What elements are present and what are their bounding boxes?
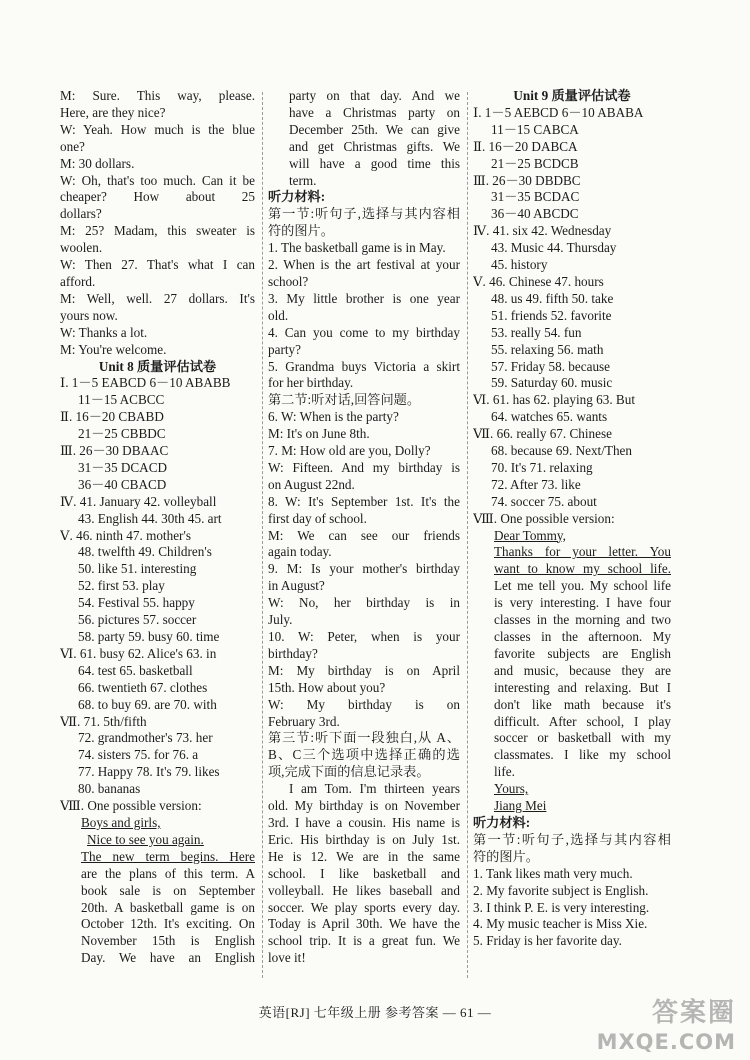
text-line: 4. My music teacher is Miss Xie. xyxy=(473,916,648,932)
text-line: 36－40 ABCDC xyxy=(491,206,579,222)
text-line: 5. Friday is her favorite day. xyxy=(473,933,622,949)
watermark-url: MXQE.COM xyxy=(596,1030,736,1054)
text-line: and music, because they are xyxy=(494,662,671,678)
text-line: woolen. xyxy=(60,240,103,256)
column-divider xyxy=(262,92,263,978)
text-line: 11－15 ACBCC xyxy=(78,392,165,408)
text-line: love it! xyxy=(268,950,306,966)
text-line: M: 25? Madam, this sweater is xyxy=(60,223,255,239)
text-line: Day. We have an English xyxy=(81,950,255,966)
text-line: 21－25 BCDCB xyxy=(491,155,579,171)
text-line: Ⅳ. 41. January 42. volleyball xyxy=(60,493,217,509)
text-line: and get Christmas gifts. We xyxy=(289,138,460,154)
text-line: M: 30 dollars. xyxy=(60,155,135,171)
text-line: M: Well, well. 27 dollars. It's xyxy=(60,290,255,306)
text-line: W: Thanks a lot. xyxy=(60,324,148,340)
text-line: 9. M: Is your mother's birthday xyxy=(268,561,460,577)
text-line: classes in the morning and two xyxy=(494,612,671,628)
text-line: November 15th is English xyxy=(81,933,255,949)
text-line: He is 12. We are in the same xyxy=(268,848,460,864)
text-line: Unit 8 质量评估试卷 xyxy=(98,358,217,374)
text-line: 36－40 CBACD xyxy=(78,476,167,492)
text-line: 项,完成下面的信息记录表。 xyxy=(268,764,430,780)
text-line: 51. friends 52. favorite xyxy=(491,307,612,323)
text-line: July. xyxy=(268,612,293,628)
text-line: classmates. I like my school xyxy=(494,747,671,763)
text-line: Ⅰ. 1－5 AEBCD 6－10 ABABA xyxy=(473,104,644,120)
text-line: 第一节:听句子,选择与其内容相 xyxy=(268,206,460,222)
text-line: Let me tell you. My school life xyxy=(494,578,671,594)
text-line: 第一节:听句子,选择与其内容相 xyxy=(473,831,671,847)
text-line: classes in the afternoon. My xyxy=(494,629,671,644)
text-line: school trip. It is a great fun. We xyxy=(268,933,460,949)
text-line: Ⅴ. 46. Chinese 47. hours xyxy=(473,273,604,289)
text-line: 符的图片。 xyxy=(268,223,334,239)
text-line: 74. soccer 75. about xyxy=(491,493,597,509)
text-line: first day of school. xyxy=(268,510,367,526)
text-line: 1. Tank likes math very much. xyxy=(473,865,633,881)
text-line: 31－35 DCACD xyxy=(78,459,168,475)
text-line: will have a good time this xyxy=(289,155,460,171)
text-line: party? xyxy=(268,341,301,357)
text-line: Ⅰ. 1－5 EABCD 6－10 ABABB xyxy=(60,375,231,391)
watermark-logo xyxy=(592,992,742,1054)
text-line: Jiang Mei xyxy=(494,798,547,814)
text-line: W: Oh, that's too much. Can it be xyxy=(60,172,255,188)
text-line: 64. test 65. basketball xyxy=(78,662,193,678)
text-line: school? xyxy=(268,273,309,289)
text-line: 77. Happy 78. It's 79. likes xyxy=(78,764,220,780)
text-line: 52. first 53. play xyxy=(78,578,165,594)
text-line: have a Christmas party on xyxy=(289,104,460,120)
text-line: 68. to buy 69. are 70. with xyxy=(78,696,217,712)
text-line: Ⅴ. 46. ninth 47. mother's xyxy=(60,527,191,543)
text-line: Yours, xyxy=(494,781,529,797)
text-line: 2. My favorite subject is English. xyxy=(473,882,649,898)
text-line: Here, are they nice? xyxy=(60,104,166,120)
text-line: Eric. His birthday is on July 1st. xyxy=(268,831,460,847)
text-line: 58. party 59. busy 60. time xyxy=(78,629,220,644)
text-line: 53. really 54. fun xyxy=(491,324,582,340)
text-line: in August? xyxy=(268,578,325,594)
text-line: 4. Can you come to my birthday xyxy=(268,324,460,340)
answer-column-right xyxy=(473,88,671,950)
text-line: 80. bananas xyxy=(78,781,141,797)
text-line: Unit 9 质量评估试卷 xyxy=(513,88,631,103)
text-line: Ⅲ. 26－30 DBDBC xyxy=(473,172,581,188)
text-line: 55. relaxing 56. math xyxy=(491,341,604,357)
text-line: soccer or basketball with my xyxy=(494,730,671,746)
text-line: W: My birthday is on xyxy=(268,696,460,712)
text-line: one? xyxy=(60,138,85,154)
column-divider xyxy=(467,92,468,978)
text-line: 3rd. I have a cousin. His name is xyxy=(268,814,460,830)
text-line: The new term begins. Here xyxy=(81,848,255,864)
answer-column-left xyxy=(60,88,255,967)
text-line: 2. When is the art festival at your xyxy=(268,257,460,273)
text-line: soccer. We play sports every day. xyxy=(268,899,460,915)
text-line: B、C三个选项中选择正确的选 xyxy=(268,747,460,763)
text-line: 11－15 CABCA xyxy=(491,121,579,137)
watermark-mark: 答案圈 xyxy=(651,998,736,1028)
text-line: 21－25 CBBDC xyxy=(78,426,166,442)
text-line: old. My birthday is on November xyxy=(268,798,460,814)
text-line: interesting and relaxing. But I xyxy=(494,679,671,695)
text-line: 20th. A basketball game is on xyxy=(81,899,255,915)
text-line: Ⅷ. One possible version: xyxy=(473,510,615,526)
text-line: M: Sure. This way, please. xyxy=(60,88,255,103)
text-line: M: You're welcome. xyxy=(60,341,167,357)
text-line: 7. M: How old are you, Dolly? xyxy=(268,443,431,459)
text-line: 3. My little brother is one year xyxy=(268,290,460,306)
text-line: Ⅳ. 41. six 42. Wednesday xyxy=(473,223,612,239)
text-line: party on that day. And we xyxy=(289,88,460,103)
text-line: 6. W: When is the party? xyxy=(268,409,399,425)
text-line: on August 22nd. xyxy=(268,476,355,492)
text-line: 59. Saturday 60. music xyxy=(491,375,613,391)
text-line: M: My birthday is on April xyxy=(268,662,460,678)
text-line: Boys and girls, xyxy=(81,814,161,830)
text-line: 64. watches 65. wants xyxy=(491,409,608,425)
text-line: 56. pictures 57. soccer xyxy=(78,612,197,628)
text-line: 31－35 BCDAC xyxy=(491,189,580,205)
text-line: Ⅶ. 66. really 67. Chinese xyxy=(473,426,612,442)
text-line: 听力材料: xyxy=(473,814,531,830)
text-line: 第二节:听对话,回答问题。 xyxy=(268,392,421,408)
text-line: 3. I think P. E. is very interesting. xyxy=(473,899,650,915)
text-line: want to know my school life. xyxy=(494,561,671,577)
text-line: 66. twentieth 67. clothes xyxy=(78,679,208,695)
text-line: October 12th. It's exciting. On xyxy=(81,916,255,932)
text-line: book sale is on September xyxy=(81,882,255,898)
text-line: dollars? xyxy=(60,206,102,222)
text-line: M: It's on June 8th. xyxy=(268,426,370,442)
text-line: W: Fifteen. And my birthday is xyxy=(268,459,460,475)
text-line: W: Yeah. How much is the blue xyxy=(60,121,255,137)
text-line: 符的图片。 xyxy=(473,848,539,864)
text-line: 43. English 44. 30th 45. art xyxy=(78,510,222,526)
text-line: W: No, her birthday is in xyxy=(268,595,460,611)
text-line: I am Tom. I'm thirteen years xyxy=(289,781,460,797)
text-line: 48. twelfth 49. Children's xyxy=(78,544,212,560)
text-line: Ⅵ. 61. has 62. playing 63. But xyxy=(473,392,635,408)
text-line: 45. history xyxy=(491,257,548,273)
text-line: Ⅷ. One possible version: xyxy=(60,798,202,814)
text-line: 1. The basketball game is in May. xyxy=(268,240,446,256)
text-line: again today. xyxy=(268,544,332,560)
text-line: 74. sisters 75. for 76. a xyxy=(78,747,199,763)
text-line: difficult. After school, I play xyxy=(494,713,671,729)
text-line: 10. W: Peter, when is your xyxy=(268,629,460,644)
text-line: 68. because 69. Next/Then xyxy=(491,443,632,459)
text-line: Ⅶ. 71. 5th/fifth xyxy=(60,713,147,729)
text-line: volleyball. He likes baseball and xyxy=(268,882,460,898)
text-line: 70. It's 71. relaxing xyxy=(491,459,593,475)
text-line: 72. After 73. like xyxy=(491,476,581,492)
text-line: Ⅱ. 16－20 CBABD xyxy=(60,409,164,425)
text-line: 57. Friday 58. because xyxy=(491,358,611,374)
text-line: Thanks for your letter. You xyxy=(494,544,671,560)
text-line: favorite subjects are English xyxy=(494,645,671,661)
text-line: 第三节:听下面一段独白,从 A、 xyxy=(268,730,460,746)
text-line: 50. like 51. interesting xyxy=(78,561,197,577)
text-line: February 3rd. xyxy=(268,713,340,729)
text-line: Ⅵ. 61. busy 62. Alice's 63. in xyxy=(60,645,217,661)
text-line: life. xyxy=(494,764,515,780)
text-line: W: Then 27. That's what I can xyxy=(60,257,255,273)
text-line: 15th. How about you? xyxy=(268,679,386,695)
text-line: Nice to see you again. xyxy=(87,831,204,847)
text-line: old. xyxy=(268,307,289,323)
text-line: 8. W: It's September 1st. It's the xyxy=(268,493,460,509)
text-line: Today is April 30th. We have the xyxy=(268,916,460,932)
text-line: 54. Festival 55. happy xyxy=(78,595,195,611)
text-line: yours now. xyxy=(60,307,118,323)
text-line: birthday? xyxy=(268,645,318,661)
text-line: 48. us 49. fifth 50. take xyxy=(491,290,614,306)
text-line: don't like math because it's xyxy=(494,696,671,712)
text-line: 43. Music 44. Thursday xyxy=(491,240,617,256)
text-line: Ⅱ. 16－20 DABCA xyxy=(473,138,578,154)
text-line: school. I like basketball and xyxy=(268,865,460,881)
answer-column-middle xyxy=(268,88,460,967)
text-line: 听力材料: xyxy=(268,189,326,205)
text-line: M: We can see our friends xyxy=(268,527,460,543)
page-footer: 英语[RJ] 七年级上册 参考答案 — 61 — xyxy=(258,1005,492,1020)
text-line: cheaper? How about 25 xyxy=(60,189,255,205)
text-line: 72. grandmother's 73. her xyxy=(78,730,213,746)
text-line: 5. Grandma buys Victoria a skirt xyxy=(268,358,460,374)
text-line: afford. xyxy=(60,273,96,289)
text-line: term. xyxy=(289,172,317,188)
text-line: is very interesting. I have four xyxy=(494,595,671,611)
text-line: Dear Tommy, xyxy=(494,527,566,543)
text-line: are the plans of this term. A xyxy=(81,865,255,881)
text-line: Ⅲ. 26－30 DBAAC xyxy=(60,443,169,459)
text-line: December 25th. We can give xyxy=(289,121,460,137)
text-line: for her birthday. xyxy=(268,375,354,391)
